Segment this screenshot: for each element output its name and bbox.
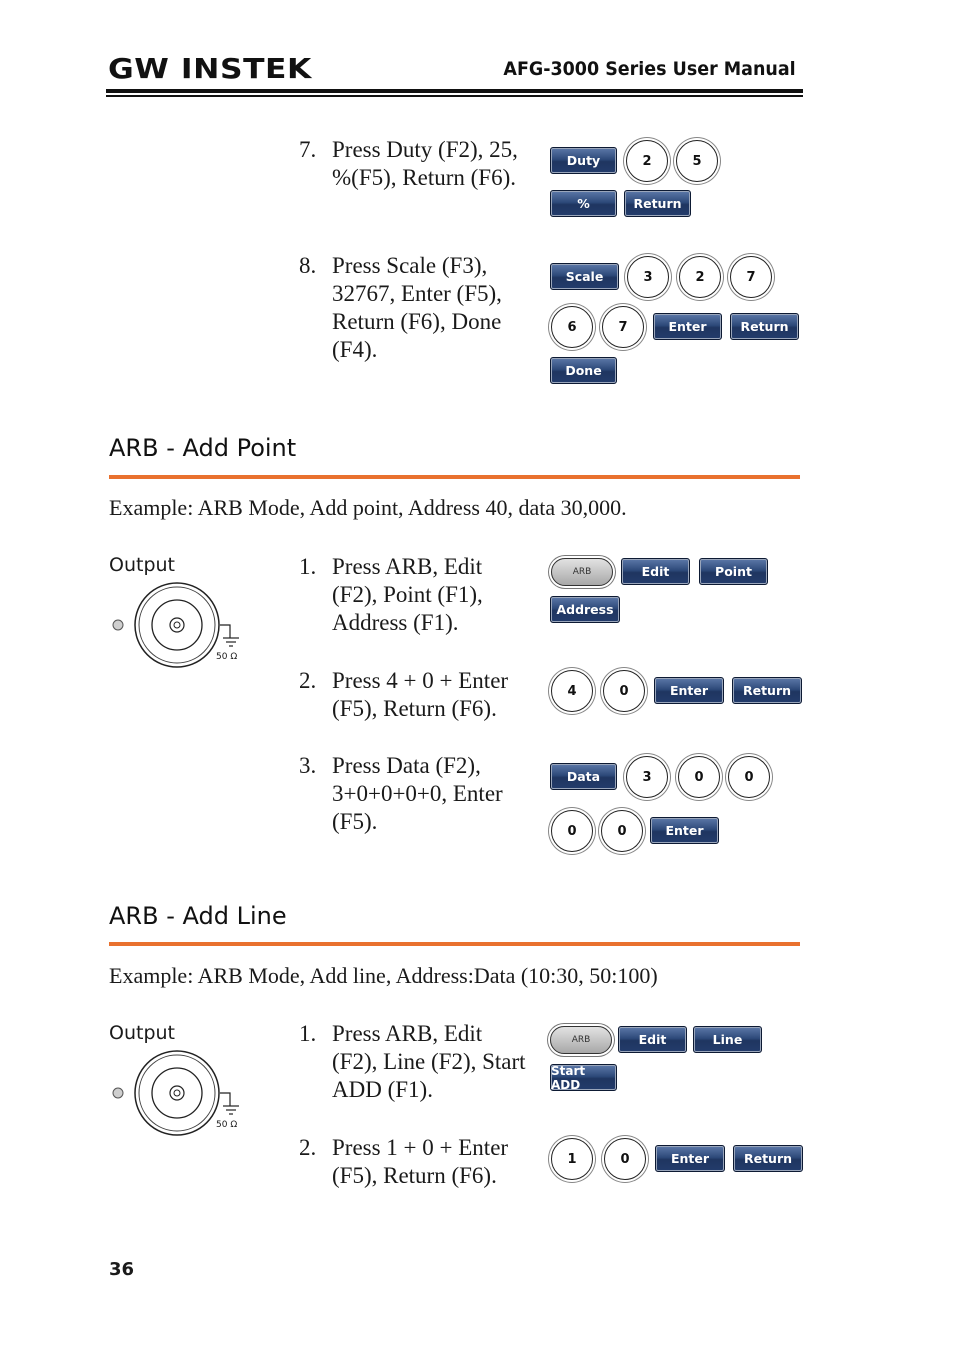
example-text: Example: ARB Mode, Add line, Address:Data (10:30, 50:100) <box>109 963 658 988</box>
output-label: Output <box>109 554 175 576</box>
digit-key-0[interactable]: 0 <box>604 1138 646 1180</box>
step-text: Press ARB, Edit (F2), Point (F1), Address (F1). <box>332 554 483 635</box>
step-text: Press Duty (F2), 25, %(F5), Return (F6). <box>332 137 518 190</box>
duty-key[interactable]: Duty <box>550 147 617 174</box>
digit-key-0[interactable]: 0 <box>603 670 645 712</box>
edit-key[interactable]: Edit <box>618 1026 687 1053</box>
return-key[interactable]: Return <box>730 313 799 340</box>
return-key[interactable]: Return <box>732 677 802 704</box>
return-key[interactable]: Return <box>733 1145 803 1172</box>
output-label: Output <box>109 1022 175 1044</box>
page-number: 36 <box>109 1259 135 1280</box>
section-rule <box>109 942 800 946</box>
step-number: 7. <box>299 137 317 162</box>
step-number: 8. <box>299 253 317 278</box>
gw-instek-logo: GW INSTEK <box>108 52 312 85</box>
example-text: Example: ARB Mode, Add point, Address 40, data 30,000. <box>109 495 627 520</box>
step-text: Press ARB, Edit (F2), Line (F2), Start ADD (F1). <box>332 1021 526 1102</box>
header-rule-thin <box>106 95 803 97</box>
section-title-add-line: ARB - Add Line <box>109 902 287 930</box>
step-text: Press 4 + 0 + Enter (F5), Return (F6). <box>332 668 509 721</box>
arb-key[interactable]: ARB <box>551 558 613 586</box>
enter-key[interactable]: Enter <box>653 313 722 340</box>
start-add-key[interactable]: Start ADD <box>550 1064 617 1091</box>
line-key[interactable]: Line <box>693 1026 762 1053</box>
impedance-label: 50 Ω <box>216 1120 238 1130</box>
scale-key[interactable]: Scale <box>550 263 619 290</box>
return-key[interactable]: Return <box>624 190 691 217</box>
step-number: 2. <box>299 1135 317 1160</box>
digit-key-7[interactable]: 7 <box>730 256 772 298</box>
address-key[interactable]: Address <box>550 596 620 623</box>
digit-key-7[interactable]: 7 <box>602 306 644 348</box>
edit-key[interactable]: Edit <box>621 558 690 585</box>
step-number: 3. <box>299 753 317 778</box>
done-key[interactable]: Done <box>550 357 617 384</box>
arb-key[interactable]: ARB <box>550 1026 612 1054</box>
data-key[interactable]: Data <box>550 763 617 790</box>
percent-key[interactable]: % <box>550 190 617 217</box>
digit-key-0[interactable]: 0 <box>601 810 643 852</box>
digit-key-3[interactable]: 3 <box>626 756 668 798</box>
impedance-label: 50 Ω <box>216 652 238 662</box>
step-number: 1. <box>299 1021 317 1046</box>
step-text: Press Data (F2), 3+0+0+0+0, Enter (F5). <box>332 753 503 834</box>
enter-key[interactable]: Enter <box>655 1145 725 1172</box>
digit-key-6[interactable]: 6 <box>551 306 593 348</box>
digit-key-2[interactable]: 2 <box>626 140 668 182</box>
manual-title: AFG-3000 Series User Manual <box>503 58 796 80</box>
point-key[interactable]: Point <box>699 558 768 585</box>
step-text: Press 1 + 0 + Enter (F5), Return (F6). <box>332 1135 509 1188</box>
step-number: 1. <box>299 554 317 579</box>
step-number: 2. <box>299 668 317 693</box>
digit-key-0[interactable]: 0 <box>728 756 770 798</box>
digit-key-3[interactable]: 3 <box>627 256 669 298</box>
digit-key-5[interactable]: 5 <box>676 140 718 182</box>
digit-key-0[interactable]: 0 <box>551 810 593 852</box>
section-title-add-point: ARB - Add Point <box>109 434 297 462</box>
header-rule <box>106 89 803 93</box>
step-text: Press Scale (F3), 32767, Enter (F5), Return (F6), Done (F4). <box>332 253 502 362</box>
digit-key-4[interactable]: 4 <box>551 670 593 712</box>
enter-key[interactable]: Enter <box>654 677 724 704</box>
digit-key-0[interactable]: 0 <box>678 756 720 798</box>
digit-key-1[interactable]: 1 <box>551 1138 593 1180</box>
digit-key-2[interactable]: 2 <box>679 256 721 298</box>
section-rule <box>109 475 800 479</box>
enter-key[interactable]: Enter <box>650 817 719 844</box>
